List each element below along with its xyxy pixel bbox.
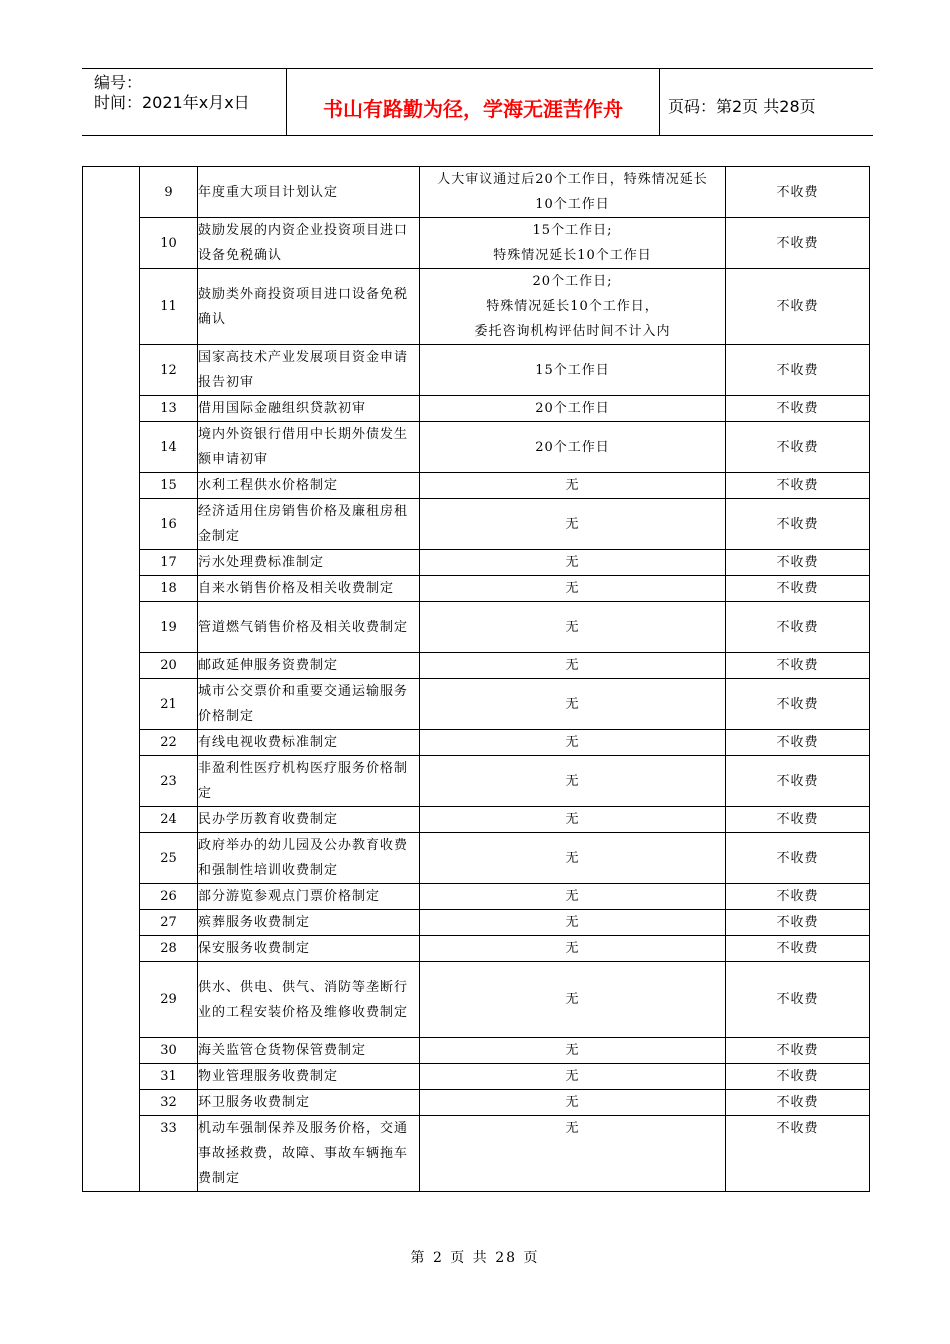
item-name: 城市公交票价和重要交通运输服务价格制定 [198, 679, 420, 730]
document-header [82, 68, 873, 136]
time-limit-line: 无 [565, 1043, 580, 1058]
time-limit-cell [420, 1064, 726, 1090]
row-number: 13 [140, 396, 198, 422]
document-number-label: 编号： [94, 73, 143, 92]
item-name: 殡葬服务收费制定 [198, 910, 420, 936]
time-limit-cell [420, 884, 726, 910]
item-name: 部分游览参观点门票价格制定 [198, 884, 420, 910]
row-number: 29 [140, 962, 198, 1038]
item-name: 鼓励类外商投资项目进口设备免税确认 [198, 269, 420, 345]
time-limit-cell [420, 679, 726, 730]
fee-cell: 不收费 [726, 936, 870, 962]
table-row [83, 218, 870, 269]
fee-cell: 不收费 [726, 756, 870, 807]
table-row [83, 499, 870, 550]
table-row [83, 1090, 870, 1116]
item-name: 非盈利性医疗机构医疗服务价格制定 [198, 756, 420, 807]
time-limit-line: 20个工作日 [535, 439, 610, 455]
time-limit-line: 无 [565, 478, 580, 493]
time-limit-line: 特殊情况延长10个工作日 [493, 248, 652, 263]
fee-cell: 不收费 [726, 730, 870, 756]
item-name: 污水处理费标准制定 [198, 550, 420, 576]
time-limit-cell [420, 1116, 726, 1192]
table-row [83, 910, 870, 936]
time-limit-cell [420, 962, 726, 1038]
table-row [83, 1064, 870, 1090]
row-number: 16 [140, 499, 198, 550]
table-row [83, 807, 870, 833]
time-limit-line: 无 [565, 581, 580, 596]
time-limit-cell [420, 499, 726, 550]
time-limit-line: 15个工作日; [532, 223, 613, 238]
row-number: 32 [140, 1090, 198, 1116]
fee-cell: 不收费 [726, 962, 870, 1038]
item-name: 自来水销售价格及相关收费制定 [198, 576, 420, 602]
fee-cell: 不收费 [726, 345, 870, 396]
fee-cell: 不收费 [726, 167, 870, 218]
item-name: 年度重大项目计划认定 [198, 167, 420, 218]
row-number: 33 [140, 1116, 198, 1192]
table-row [83, 473, 870, 499]
row-number: 11 [140, 269, 198, 345]
fee-cell: 不收费 [726, 1090, 870, 1116]
table-row [83, 679, 870, 730]
time-limit-line: 无 [565, 889, 580, 904]
fee-cell: 不收费 [726, 602, 870, 653]
row-number: 19 [140, 602, 198, 653]
time-limit-cell [420, 602, 726, 653]
time-limit-line: 人大审议通过后20个工作日，特殊情况延长 [437, 172, 708, 187]
table-row [83, 1038, 870, 1064]
row-number: 10 [140, 218, 198, 269]
item-name: 海关监管仓货物保管费制定 [198, 1038, 420, 1064]
table-row [83, 653, 870, 679]
table-row [83, 884, 870, 910]
row-number: 12 [140, 345, 198, 396]
fee-cell: 不收费 [726, 1064, 870, 1090]
table-row [83, 550, 870, 576]
table-row [83, 576, 870, 602]
fee-cell: 不收费 [726, 884, 870, 910]
time-limit-cell [420, 345, 726, 396]
row-number: 20 [140, 653, 198, 679]
time-limit-cell [420, 910, 726, 936]
time-limit-cell [420, 396, 726, 422]
time-limit-line: 无 [565, 619, 580, 635]
item-name: 环卫服务收费制定 [198, 1090, 420, 1116]
time-limit-cell [420, 807, 726, 833]
time-limit-line: 无 [565, 812, 580, 827]
table-row [83, 269, 870, 345]
fee-cell: 不收费 [726, 218, 870, 269]
item-name: 物业管理服务收费制定 [198, 1064, 420, 1090]
fee-cell: 不收费 [726, 807, 870, 833]
row-number: 23 [140, 756, 198, 807]
row-number: 25 [140, 833, 198, 884]
time-limit-line: 无 [565, 735, 580, 750]
time-limit-cell [420, 550, 726, 576]
table-row [83, 345, 870, 396]
time-limit-line: 无 [565, 658, 580, 673]
time-limit-line: 委托咨询机构评估时间不计入内 [474, 324, 671, 339]
time-limit-line: 无 [565, 696, 580, 712]
item-name: 邮政延伸服务资费制定 [198, 653, 420, 679]
item-name: 有线电视收费标准制定 [198, 730, 420, 756]
time-limit-line: 无 [565, 516, 580, 532]
table-row [83, 1116, 870, 1192]
page-footer: 第 2 页 共 28 页 [410, 1250, 540, 1266]
time-limit-line: 无 [565, 941, 580, 956]
table-row [83, 167, 870, 218]
item-name: 政府举办的幼儿园及公办教育收费和强制性培训收费制定 [198, 833, 420, 884]
time-limit-cell [420, 269, 726, 345]
row-number: 27 [140, 910, 198, 936]
item-name: 水利工程供水价格制定 [198, 473, 420, 499]
time-limit-line: 无 [565, 992, 580, 1007]
item-name: 供水、供电、供气、消防等垄断行业的工程安装价格及维修收费制定 [198, 962, 420, 1038]
fee-cell: 不收费 [726, 1038, 870, 1064]
time-limit-cell [420, 936, 726, 962]
time-limit-cell [420, 218, 726, 269]
time-limit-cell [420, 1038, 726, 1064]
item-name: 机动车强制保养及服务价格，交通事故拯救费，故障、事故车辆拖车费制定 [198, 1116, 420, 1192]
row-number: 9 [140, 167, 198, 218]
time-limit-cell [420, 576, 726, 602]
item-name: 鼓励发展的内资企业投资项目进口设备免税确认 [198, 218, 420, 269]
time-limit-cell [420, 1090, 726, 1116]
item-name: 国家高技术产业发展项目资金申请报告初审 [198, 345, 420, 396]
table-row [83, 602, 870, 653]
time-limit-line: 无 [565, 1121, 580, 1136]
time-limit-line: 无 [565, 850, 580, 866]
fee-cell: 不收费 [726, 473, 870, 499]
header-motto-cell [286, 69, 660, 135]
time-limit-line: 15个工作日 [535, 362, 610, 378]
header-motto: 书山有路勤为径，学海无涯苦作舟 [323, 97, 623, 121]
fee-cell: 不收费 [726, 576, 870, 602]
fee-cell: 不收费 [726, 833, 870, 884]
row-number: 21 [140, 679, 198, 730]
time-limit-cell [420, 730, 726, 756]
service-table-body [83, 167, 870, 1192]
time-limit-line: 无 [565, 915, 580, 930]
header-page-cell [659, 69, 873, 135]
service-table [82, 166, 870, 1192]
fee-cell: 不收费 [726, 422, 870, 473]
row-number: 17 [140, 550, 198, 576]
fee-cell: 不收费 [726, 653, 870, 679]
row-number: 24 [140, 807, 198, 833]
table-row [83, 833, 870, 884]
item-name: 境内外资银行借用中长期外债发生额申请初审 [198, 422, 420, 473]
category-cell [83, 167, 140, 1192]
table-row [83, 962, 870, 1038]
time-limit-line: 无 [565, 555, 580, 570]
fee-cell: 不收费 [726, 396, 870, 422]
row-number: 22 [140, 730, 198, 756]
document-date-label: 时间：2021年x月x日 [94, 93, 250, 112]
time-limit-line: 特殊情况延长10个工作日， [486, 299, 659, 314]
fee-cell: 不收费 [726, 550, 870, 576]
item-name: 经济适用住房销售价格及廉租房租金制定 [198, 499, 420, 550]
table-row [83, 422, 870, 473]
row-number: 15 [140, 473, 198, 499]
fee-cell: 不收费 [726, 269, 870, 345]
fee-cell: 不收费 [726, 499, 870, 550]
table-row [83, 396, 870, 422]
time-limit-cell [420, 167, 726, 218]
item-name: 保安服务收费制定 [198, 936, 420, 962]
row-number: 28 [140, 936, 198, 962]
row-number: 26 [140, 884, 198, 910]
time-limit-line: 无 [565, 773, 580, 789]
header-page-code: 页码：第2页 共28页 [668, 97, 816, 116]
row-number: 14 [140, 422, 198, 473]
time-limit-line: 无 [565, 1095, 580, 1110]
table-row [83, 756, 870, 807]
table-row [83, 936, 870, 962]
item-name: 管道燃气销售价格及相关收费制定 [198, 602, 420, 653]
time-limit-line: 20个工作日 [535, 401, 610, 416]
time-limit-line: 10个工作日 [535, 197, 610, 212]
row-number: 18 [140, 576, 198, 602]
table-row [83, 730, 870, 756]
time-limit-cell [420, 473, 726, 499]
time-limit-cell [420, 833, 726, 884]
time-limit-line: 20个工作日; [532, 274, 613, 289]
time-limit-cell [420, 653, 726, 679]
time-limit-cell [420, 422, 726, 473]
row-number: 30 [140, 1038, 198, 1064]
item-name: 借用国际金融组织贷款初审 [198, 396, 420, 422]
time-limit-cell [420, 756, 726, 807]
fee-cell: 不收费 [726, 679, 870, 730]
time-limit-line: 无 [565, 1069, 580, 1084]
row-number: 31 [140, 1064, 198, 1090]
item-name: 民办学历教育收费制定 [198, 807, 420, 833]
fee-cell: 不收费 [726, 910, 870, 936]
fee-cell: 不收费 [726, 1116, 870, 1192]
header-info-cell [82, 69, 286, 135]
